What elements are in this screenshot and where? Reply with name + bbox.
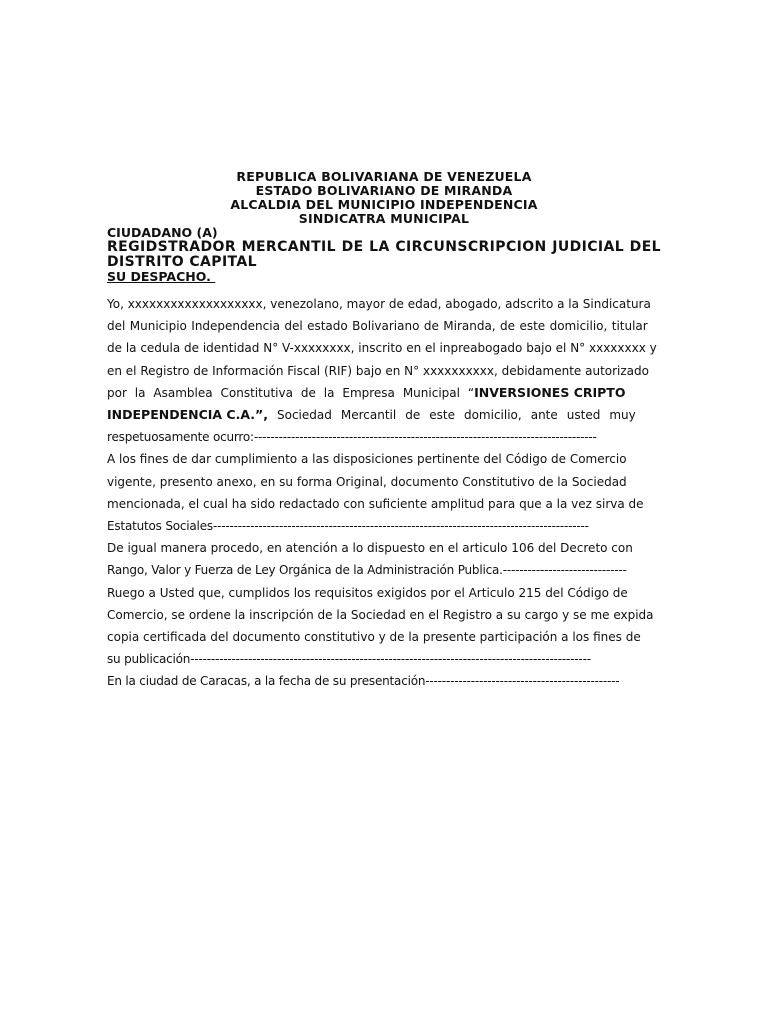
body-line: De igual manera procedo, en atención a lo dispuesto en el articulo 106 del Decreto con — [107, 541, 633, 556]
body-line: vigente, presento anexo, en su forma Original, documento Constitutivo de la Sociedad — [107, 474, 627, 489]
header-syndicate: SINDICATRA MUNICIPAL — [298, 211, 470, 226]
letter-header — [107, 170, 661, 284]
body-line: Ruego a Usted que, cumplidos los requisitos exigidos por el Articulo 215 del Código de — [107, 585, 628, 600]
company-name-continued: INDEPENDENCIA C.A.”, — [107, 407, 268, 423]
header-state: ESTADO BOLIVARIANO DE MIRANDA — [255, 183, 513, 198]
body-line: A los fines de dar cumplimiento a las disposiciones pertinente del Código de Comercio — [107, 452, 627, 467]
body-line: Estatutos Sociales------------------------------------------------------------------------------------------- — [107, 519, 589, 534]
body-line: en el Registro de Información Fiscal (RIF) bajo en N° xxxxxxxxxx, debidamente autorizado — [107, 363, 649, 378]
body-line-closing: En la ciudad de Caracas, a la fecha de su presentación----------------------------------------------- — [107, 674, 620, 689]
body-line: Rango, Valor y Fuerza de Ley Orgánica de la Administración Publica.------------------------------ — [107, 563, 627, 578]
addressee-title: CIUDADANO (A) — [107, 225, 218, 240]
header-mayoralty: ALCALDIA DEL MUNICIPIO INDEPENDENCIA — [230, 197, 538, 212]
header-republic: REPUBLICA BOLIVARIANA DE VENEZUELA — [236, 169, 532, 184]
body-line: su publicación------------------------------------------------------------------------------------------------- — [107, 652, 591, 667]
body-line: del Municipio Independencia del estado Bolivariano de Miranda, de este domicilio, titular — [107, 319, 648, 334]
body-line-company-end — [107, 404, 661, 426]
company-name: INVERSIONES CRIPTO — [474, 384, 626, 400]
body-line: respetuosamente ocurro:----------------------------------------------------------------------------------- — [107, 430, 597, 445]
body-text: por la Asamblea Constitutiva de la Empresa Municipal “ — [107, 385, 475, 400]
body-line: de la cedula de identidad N° V-xxxxxxxx, inscrito en el inpreabogado bajo el N° xxxxxxxx y — [107, 341, 657, 356]
body-line: mencionada, el cual ha sido redactado con suficiente amplitud para que a la vez sirva de — [107, 496, 644, 511]
body-line: Yo, xxxxxxxxxxxxxxxxxxx, venezolano, mayor de edad, abogado, adscrito a la Sindicatura — [107, 297, 651, 311]
body-line-company-start — [107, 382, 661, 404]
body-line: copia certificada del documento constitutivo y de la presente participación a los fines de — [107, 630, 641, 645]
letter-body — [107, 293, 661, 693]
addressee-despacho: SU DESPACHO. — [107, 269, 216, 284]
body-text: Sociedad Mercantil de este domicilio, ante usted muy — [267, 408, 636, 423]
body-line: Comercio, se ordene la inscripción de la Sociedad en el Registro a su cargo y se me expida — [107, 607, 654, 622]
addressee-registrar: REGIDSTRADOR MERCANTIL DE LA CIRCUNSCRIPCION JUDICIAL DEL DISTRITO CAPITAL — [107, 239, 661, 270]
